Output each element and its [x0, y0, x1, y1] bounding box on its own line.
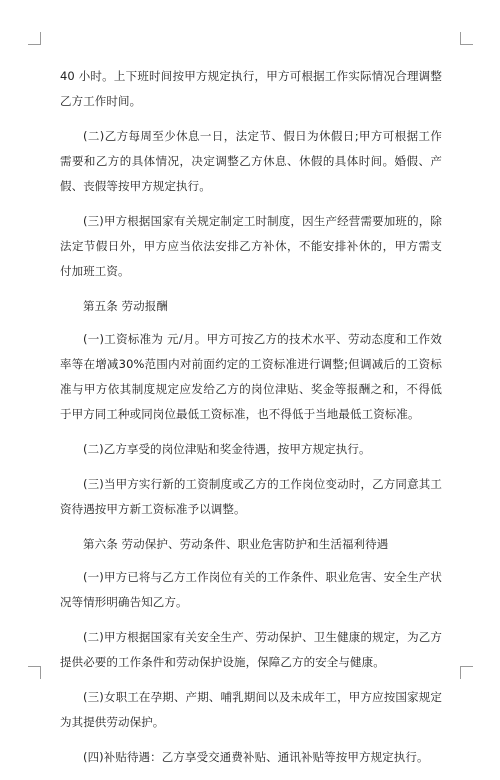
article-5-heading: 第五条 劳动报酬	[83, 299, 168, 313]
paragraph-salary-adjustment: (三)当甲方实行新的工资制度或乙方的工作岗位变动时，乙方同意其工资待遇按甲方新工资标准予以调整。	[60, 477, 442, 516]
paragraph-work-hours: 40 小时。上下班时间按甲方规定执行，甲方可根据工作实际情况合理调整乙方工作时间。	[60, 69, 442, 108]
crop-mark-bottom-left	[28, 666, 41, 679]
crop-mark-bottom-right	[460, 666, 473, 679]
paragraph-overtime: (三)甲方根据国家有关规定制定工时制度，因生产经营需要加班的，除法定节假日外，甲方应当依法安排乙方补休，不能安排补休的，甲方需支付加班工资。	[60, 214, 442, 278]
crop-mark-top-right	[460, 32, 473, 45]
paragraph-special-protection: (三)女职工在孕期、产期、哺乳期间以及未成年工，甲方应按国家规定为其提供劳动保护。	[60, 690, 442, 729]
paragraph-safety-conditions: (二)甲方根据国家有关安全生产、劳动保护、卫生健康的规定，为乙方提供必要的工作条件和劳动保护设施，保障乙方的安全与健康。	[60, 630, 442, 669]
crop-mark-top-left	[28, 32, 41, 45]
paragraph-hazard-notice: (一)甲方已将与乙方工作岗位有关的工作条件、职业危害、安全生产状况等情形明确告知乙方。	[60, 570, 442, 609]
paragraph-salary-standard: (一)工资标准为 元/月。甲方可按乙方的技术水平、劳动态度和工作效率等在增减30%范围内对前面约定的工资标准进行调整;但调减后的工资标准与甲方依其制度规定应发给乙方的岗位津贴、奖金等报酬之和，不得低于甲方同工种或同岗位最低工资标准，也不得低于当地最低工资标准。	[60, 332, 442, 421]
paragraph-allowance-bonus: (二)乙方享受的岗位津贴和奖金待遇，按甲方规定执行。	[83, 442, 371, 456]
paragraph-subsidies: (四)补贴待遇：乙方享受交通费补贴、通讯补贴等按甲方规定执行。	[83, 750, 429, 764]
document-body	[60, 64, 442, 780]
paragraph-rest-days: (二)乙方每周至少休息一日，法定节、假日为休假日;甲方可根据工作需要和乙方的具体情况，决定调整乙方休息、休假的具体时间。婚假、产假、丧假等按甲方规定执行。	[60, 129, 442, 193]
article-6-heading: 第六条 劳动保护、劳动条件、职业危害防护和生活福利待遇	[83, 537, 389, 551]
